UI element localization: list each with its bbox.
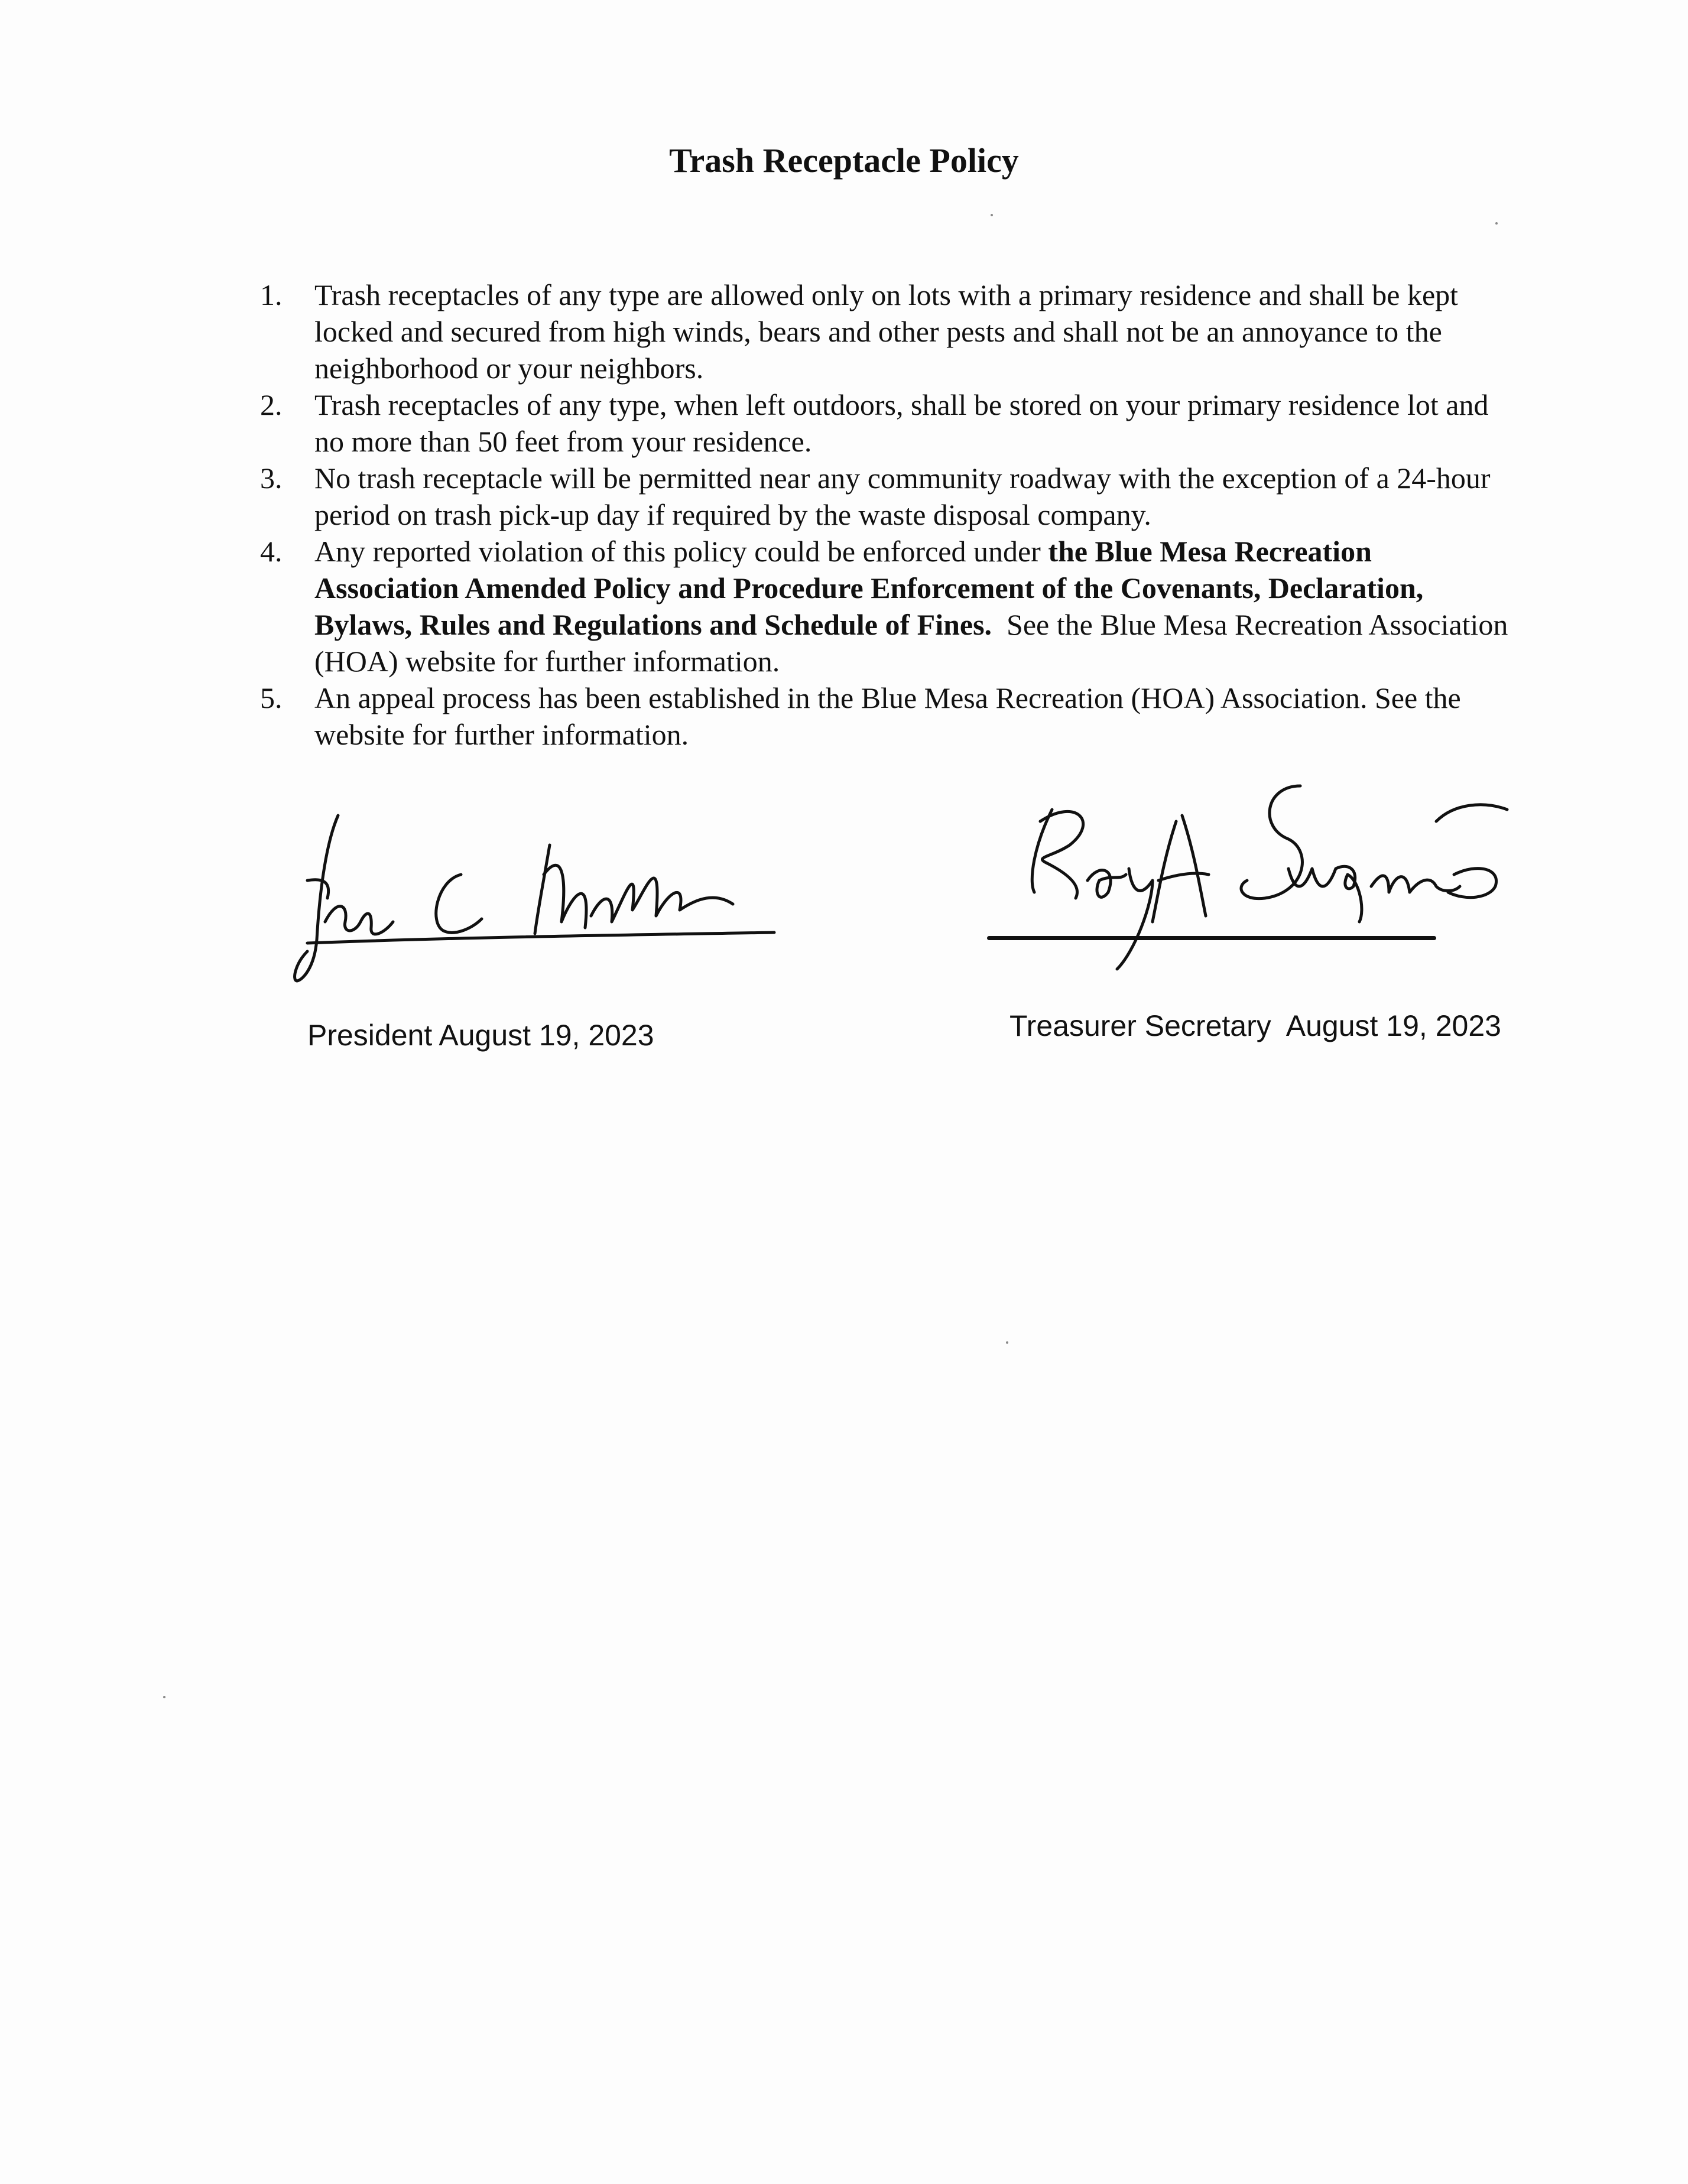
scan-speck <box>1495 222 1498 225</box>
scan-speck <box>163 1696 165 1698</box>
policy-item-text: Trash receptacles of any type, when left outdoors, shall be stored on your primary residence lot and no more than 50 feet from your residence. <box>314 388 1489 458</box>
policy-item-2 <box>260 386 1513 460</box>
treasurer-caption: Treasurer Secretary August 19, 2023 <box>1009 1009 1501 1042</box>
policy-item-1 <box>260 277 1513 386</box>
policy-list <box>260 277 1513 753</box>
treasurer-signature <box>981 774 1513 975</box>
policy-item-number: 2. <box>260 388 283 421</box>
policy-item-text: An appeal process has been established in the Blue Mesa Recreation (HOA) Association. See the website for further information. <box>314 681 1461 751</box>
policy-item-text-bold: the Blue Mesa Recreation Association Amended Policy and Procedure Enforcement of the Covenants, Declaration, Bylaws, Rules and Regulations and Schedule of Fines. <box>314 535 1424 641</box>
policy-item-number: 3. <box>260 462 283 495</box>
scan-speck <box>991 214 993 216</box>
policy-item-number: 5. <box>260 681 283 714</box>
treasurer-signature-line <box>987 936 1436 940</box>
policy-item-5 <box>260 680 1513 753</box>
policy-item-4 <box>260 533 1513 680</box>
document-title: Trash Receptacle Policy <box>669 141 1019 180</box>
policy-item-text: Trash receptacles of any type are allowed only on lots with a primary residence and shall be kept locked and secured from high winds, bears and other pests and shall not be an annoyance to the neighborhood or your neighbors. <box>314 278 1459 385</box>
policy-item-text: No trash receptacle will be permitted near any community roadway with the exception of a 24-hour period on trash pick-up day if required by the waste disposal company. <box>314 462 1491 531</box>
president-caption: President August 19, 2023 <box>307 1019 654 1052</box>
policy-item-text-after: See the Blue Mesa Recreation Association (HOA) website for further information. <box>314 608 1515 678</box>
president-signature <box>284 804 792 993</box>
policy-item-text-before: Any reported violation of this policy could be enforced under <box>314 535 1048 568</box>
policy-item-number: 4. <box>260 535 283 568</box>
scan-speck <box>1006 1341 1008 1344</box>
policy-item-3 <box>260 460 1513 533</box>
policy-item-number: 1. <box>260 278 283 311</box>
